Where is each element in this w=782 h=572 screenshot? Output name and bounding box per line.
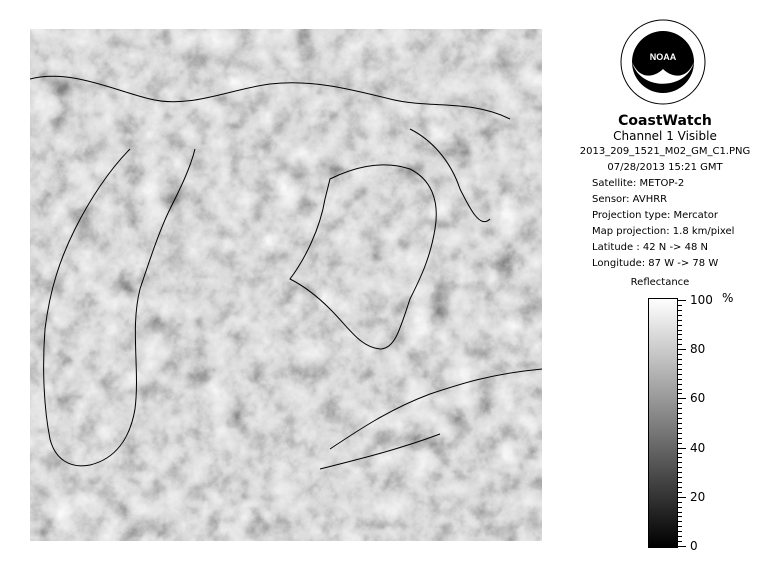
colorbar-minor-tick — [678, 487, 682, 488]
colorbar-minor-tick — [678, 330, 682, 331]
colorbar-minor-tick — [678, 374, 682, 375]
colorbar-minor-tick — [678, 521, 682, 522]
colorbar-minor-tick — [678, 472, 682, 473]
colorbar-tick-label: 0 — [690, 539, 698, 553]
subtitle: Channel 1 Visible — [613, 129, 717, 143]
colorbar-minor-tick — [678, 315, 682, 316]
colorbar-minor-tick — [678, 457, 682, 458]
colorbar-tick-label: 20 — [690, 489, 706, 504]
colorbar-minor-tick — [678, 369, 682, 370]
colorbar-minor-tick — [678, 467, 682, 468]
sensor-label: Sensor: AVHRR — [592, 194, 668, 205]
latitude-label: Latitude : 42 N -> 48 N — [592, 242, 708, 253]
colorbar-minor-tick — [678, 477, 682, 478]
colorbar-minor-tick — [678, 512, 682, 513]
colorbar-minor-tick — [678, 541, 682, 542]
colorbar-minor-tick — [678, 531, 682, 532]
colorbar-tick-label: 40 — [690, 440, 706, 455]
projection-type-label: Projection type: Mercator — [592, 210, 718, 221]
colorbar-minor-tick — [678, 364, 682, 365]
longitude-label: Longitude: 87 W -> 78 W — [592, 258, 719, 269]
colorbar-major-tick — [678, 497, 686, 498]
colorbar-minor-tick — [678, 334, 682, 335]
colorbar-minor-tick — [678, 393, 682, 394]
colorbar-minor-tick — [678, 359, 682, 360]
satellite-label: Satellite: METOP-2 — [592, 178, 685, 189]
colorbar-minor-tick — [678, 492, 682, 493]
colorbar-minor-tick — [678, 408, 682, 409]
colorbar-minor-tick — [678, 438, 682, 439]
colorbar-minor-tick — [678, 320, 682, 321]
colorbar-minor-tick — [678, 379, 682, 380]
colorbar-minor-tick — [678, 443, 682, 444]
reflectance-colorbar — [648, 298, 678, 548]
map-projection-label: Map projection: 1.8 km/pixel — [592, 226, 735, 237]
colorbar-minor-tick — [678, 384, 682, 385]
colorbar-minor-tick — [678, 433, 682, 434]
colorbar-tick-label: 80 — [690, 342, 706, 357]
colorbar-minor-tick — [678, 325, 682, 326]
colorbar-minor-tick — [678, 344, 682, 345]
colorbar-minor-tick — [678, 310, 682, 311]
date-time: 07/28/2013 15:21 GMT — [607, 162, 723, 173]
colorbar-minor-tick — [678, 502, 682, 503]
svg-text:NOAA: NOAA — [649, 52, 677, 62]
colorbar-minor-tick — [678, 403, 682, 404]
colorbar-major-tick — [678, 349, 686, 350]
colorbar-minor-tick — [678, 516, 682, 517]
colorbar-minor-tick — [678, 305, 682, 306]
colorbar-major-tick — [678, 448, 686, 449]
colorbar-minor-tick — [678, 507, 682, 508]
colorbar-minor-tick — [678, 413, 682, 414]
colorbar-unit: % — [722, 291, 734, 305]
colorbar-major-tick — [678, 300, 686, 301]
noaa-logo — [620, 19, 706, 105]
satellite-image — [30, 29, 542, 541]
colorbar-tick-label: 100 — [690, 293, 713, 307]
colorbar-minor-tick — [678, 526, 682, 527]
colorbar-minor-tick — [678, 462, 682, 463]
colorbar-tick-label: 60 — [690, 391, 706, 406]
colorbar-minor-tick — [678, 453, 682, 454]
colorbar-title: Reflectance — [630, 277, 690, 288]
colorbar-minor-tick — [678, 339, 682, 340]
colorbar-minor-tick — [678, 482, 682, 483]
colorbar-major-tick — [678, 546, 686, 547]
title: CoastWatch — [618, 113, 712, 129]
colorbar-minor-tick — [678, 428, 682, 429]
filename: 2013_209_1521_M02_GM_C1.PNG — [579, 146, 751, 157]
colorbar-minor-tick — [678, 389, 682, 390]
colorbar-minor-tick — [678, 536, 682, 537]
colorbar-minor-tick — [678, 418, 682, 419]
colorbar-major-tick — [678, 398, 686, 399]
colorbar-minor-tick — [678, 423, 682, 424]
colorbar-minor-tick — [678, 354, 682, 355]
cloud-field — [30, 29, 542, 541]
